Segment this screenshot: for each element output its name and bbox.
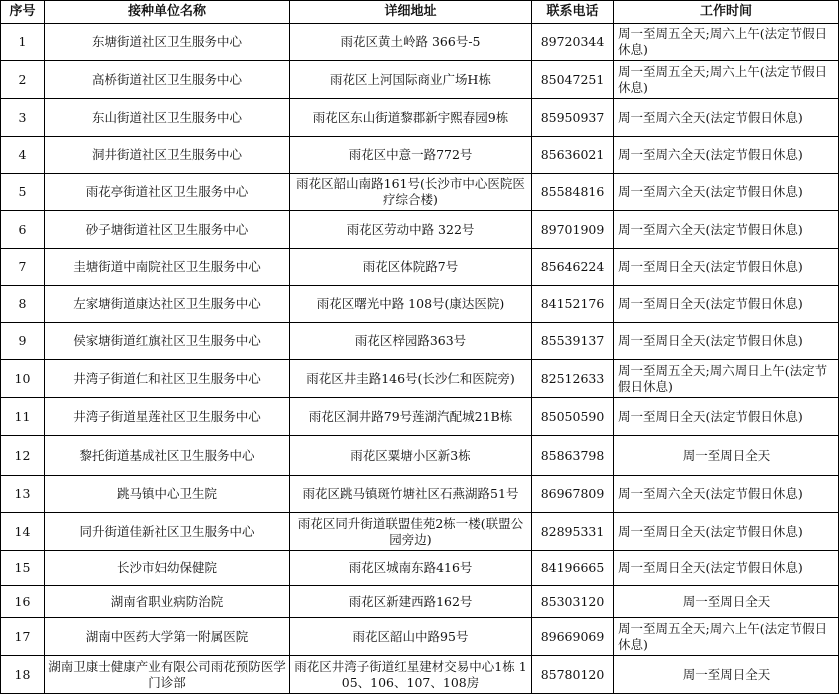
cell-hours: 周一至周六全天(法定节假日休息)	[614, 174, 839, 211]
cell-no: 4	[1, 137, 45, 174]
table-row	[1, 211, 839, 249]
cell-phone: 85646224	[532, 249, 614, 286]
table-row	[1, 586, 839, 618]
cell-phone: 82512633	[532, 360, 614, 398]
cell-address: 雨花区体院路7号	[290, 249, 532, 286]
cell-no: 6	[1, 211, 45, 249]
cell-no: 2	[1, 61, 45, 99]
header-phone: 联系电话	[532, 1, 614, 24]
table-row	[1, 99, 839, 137]
cell-no: 8	[1, 286, 45, 323]
cell-address: 雨花区中意一路772号	[290, 137, 532, 174]
cell-phone: 85047251	[532, 61, 614, 99]
cell-phone: 86967809	[532, 476, 614, 513]
cell-hours: 周一至周日全天	[614, 586, 839, 618]
cell-hours: 周一至周日全天(法定节假日休息)	[614, 249, 839, 286]
cell-hours: 周一至周六全天(法定节假日休息)	[614, 211, 839, 249]
cell-name: 雨花亭街道社区卫生服务中心	[45, 174, 290, 211]
cell-no: 16	[1, 586, 45, 618]
cell-hours: 周一至周六全天(法定节假日休息)	[614, 99, 839, 137]
cell-address: 雨花区曙光中路 108号(康达医院)	[290, 286, 532, 323]
header-address: 详细地址	[290, 1, 532, 24]
cell-name: 侯家塘街道红旗社区卫生服务中心	[45, 323, 290, 360]
cell-hours: 周一至周日全天(法定节假日休息)	[614, 286, 839, 323]
cell-name: 左家塘街道康达社区卫生服务中心	[45, 286, 290, 323]
cell-phone: 84152176	[532, 286, 614, 323]
cell-address: 雨花区梓园路363号	[290, 323, 532, 360]
cell-hours: 周一至周六全天(法定节假日休息)	[614, 476, 839, 513]
table-row	[1, 174, 839, 211]
cell-address: 雨花区韶山南路161号(长沙市中心医院医疗综合楼)	[290, 174, 532, 211]
table-row	[1, 656, 839, 694]
cell-hours: 周一至周日全天(法定节假日休息)	[614, 513, 839, 551]
cell-name: 井湾子街道仁和社区卫生服务中心	[45, 360, 290, 398]
cell-name: 湖南卫康士健康产业有限公司雨花预防医学门诊部	[45, 656, 290, 694]
cell-no: 3	[1, 99, 45, 137]
cell-address: 雨花区东山街道黎郡新宇熙春园9栋	[290, 99, 532, 137]
table-row	[1, 137, 839, 174]
cell-name: 圭塘街道中南院社区卫生服务中心	[45, 249, 290, 286]
table-row	[1, 249, 839, 286]
cell-address: 雨花区城南东路416号	[290, 551, 532, 586]
table-row	[1, 618, 839, 656]
cell-name: 长沙市妇幼保健院	[45, 551, 290, 586]
cell-no: 1	[1, 24, 45, 61]
header-row	[1, 1, 839, 24]
cell-phone: 85303120	[532, 586, 614, 618]
cell-hours: 周一至周五全天;周六上午(法定节假日休息)	[614, 618, 839, 656]
cell-name: 东山街道社区卫生服务中心	[45, 99, 290, 137]
cell-phone: 85050590	[532, 398, 614, 436]
cell-name: 湖南省职业病防治院	[45, 586, 290, 618]
cell-address: 雨花区劳动中路 322号	[290, 211, 532, 249]
cell-phone: 85636021	[532, 137, 614, 174]
cell-hours: 周一至周日全天(法定节假日休息)	[614, 323, 839, 360]
cell-address: 雨花区粟塘小区新3栋	[290, 436, 532, 476]
header-no: 序号	[1, 1, 45, 24]
cell-no: 7	[1, 249, 45, 286]
cell-name: 跳马镇中心卫生院	[45, 476, 290, 513]
cell-address: 雨花区同升街道联盟佳苑2栋一楼(联盟公园旁边)	[290, 513, 532, 551]
cell-hours: 周一至周日全天(法定节假日休息)	[614, 551, 839, 586]
cell-no: 11	[1, 398, 45, 436]
cell-phone: 89701909	[532, 211, 614, 249]
cell-no: 15	[1, 551, 45, 586]
cell-phone: 85539137	[532, 323, 614, 360]
cell-name: 洞井街道社区卫生服务中心	[45, 137, 290, 174]
cell-no: 18	[1, 656, 45, 694]
table-row	[1, 360, 839, 398]
cell-no: 12	[1, 436, 45, 476]
cell-no: 10	[1, 360, 45, 398]
cell-hours: 周一至周日全天(法定节假日休息)	[614, 398, 839, 436]
table-row	[1, 398, 839, 436]
cell-address: 雨花区上河国际商业广场H栋	[290, 61, 532, 99]
cell-hours: 周一至周五全天;周六周日上午(法定节假日休息)	[614, 360, 839, 398]
cell-name: 湖南中医药大学第一附属医院	[45, 618, 290, 656]
cell-phone: 85950937	[532, 99, 614, 137]
cell-address: 雨花区跳马镇斑竹塘社区石燕湖路51号	[290, 476, 532, 513]
cell-no: 13	[1, 476, 45, 513]
table-row	[1, 286, 839, 323]
cell-phone: 89720344	[532, 24, 614, 61]
cell-no: 9	[1, 323, 45, 360]
cell-phone: 84196665	[532, 551, 614, 586]
table-row	[1, 513, 839, 551]
cell-hours: 周一至周五全天;周六上午(法定节假日休息)	[614, 61, 839, 99]
cell-no: 17	[1, 618, 45, 656]
cell-address: 雨花区井湾子街道红星建材交易中心1栋 105、106、107、108房	[290, 656, 532, 694]
cell-name: 砂子塘街道社区卫生服务中心	[45, 211, 290, 249]
cell-phone: 85584816	[532, 174, 614, 211]
cell-phone: 89669069	[532, 618, 614, 656]
cell-name: 同升街道佳新社区卫生服务中心	[45, 513, 290, 551]
cell-address: 雨花区洞井路79号莲湖汽配城21B栋	[290, 398, 532, 436]
table-row	[1, 61, 839, 99]
cell-phone: 85780120	[532, 656, 614, 694]
cell-address: 雨花区新建西路162号	[290, 586, 532, 618]
cell-address: 雨花区韶山中路95号	[290, 618, 532, 656]
table-row	[1, 476, 839, 513]
cell-phone: 82895331	[532, 513, 614, 551]
table-row	[1, 24, 839, 61]
cell-address: 雨花区井圭路146号(长沙仁和医院旁)	[290, 360, 532, 398]
cell-no: 14	[1, 513, 45, 551]
cell-no: 5	[1, 174, 45, 211]
cell-address: 雨花区黄土岭路 366号-5	[290, 24, 532, 61]
header-hours: 工作时间	[614, 1, 839, 24]
table-row	[1, 323, 839, 360]
cell-name: 高桥街道社区卫生服务中心	[45, 61, 290, 99]
cell-hours: 周一至周日全天	[614, 656, 839, 694]
header-name: 接种单位名称	[45, 1, 290, 24]
cell-name: 井湾子街道星莲社区卫生服务中心	[45, 398, 290, 436]
cell-phone: 85863798	[532, 436, 614, 476]
cell-hours: 周一至周五全天;周六上午(法定节假日休息)	[614, 24, 839, 61]
cell-name: 东塘街道社区卫生服务中心	[45, 24, 290, 61]
table-row	[1, 551, 839, 586]
table-row	[1, 436, 839, 476]
cell-hours: 周一至周日全天	[614, 436, 839, 476]
cell-hours: 周一至周六全天(法定节假日休息)	[614, 137, 839, 174]
cell-name: 黎托街道基成社区卫生服务中心	[45, 436, 290, 476]
